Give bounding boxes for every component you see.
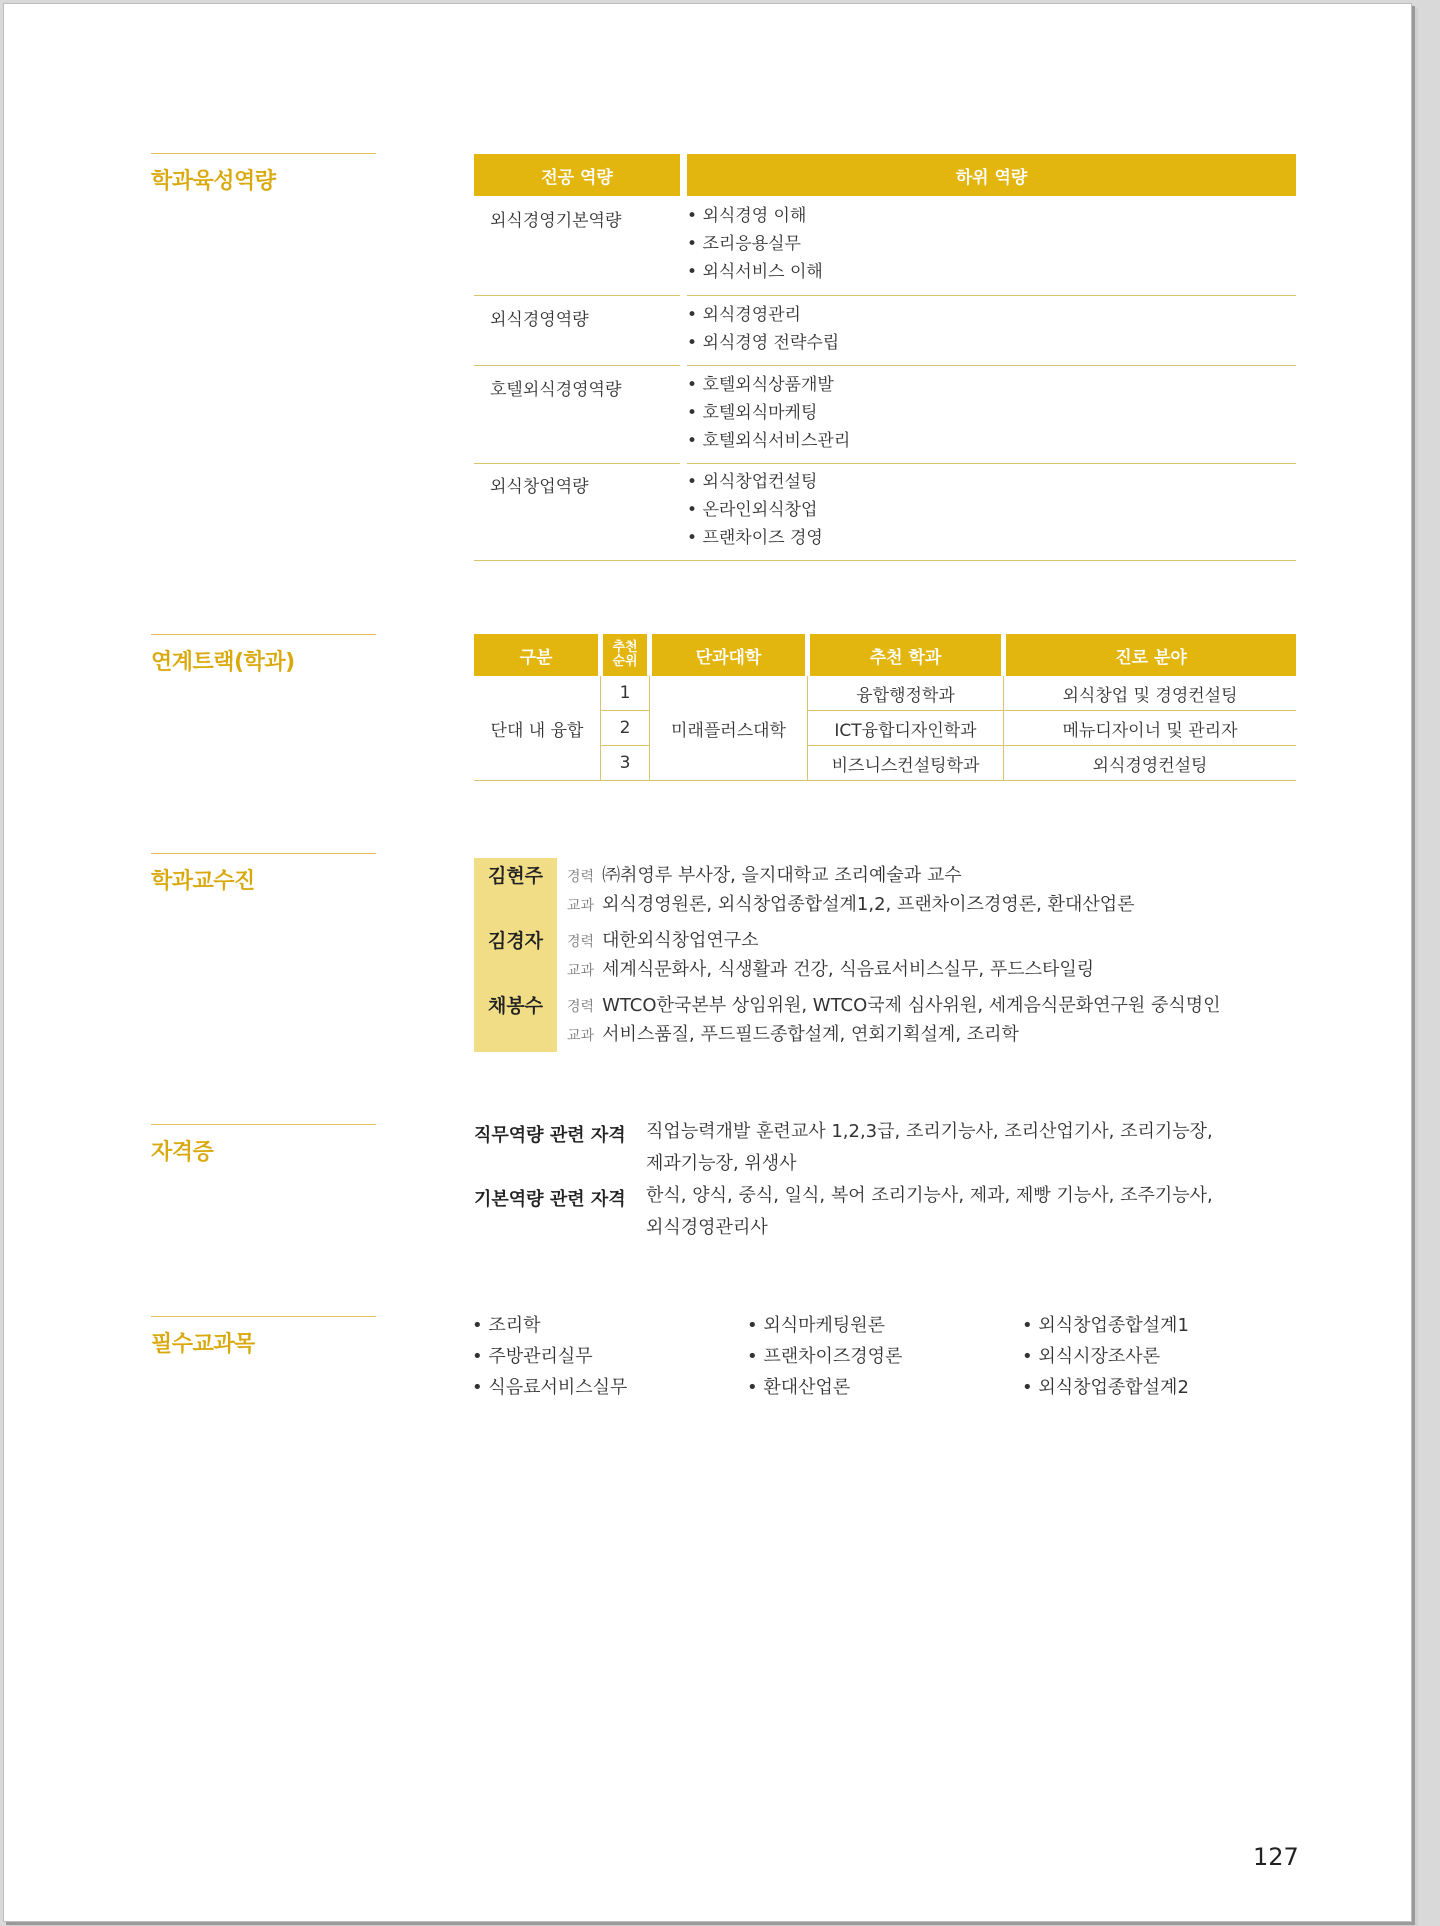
page-number: 127	[1253, 1843, 1299, 1871]
certificate-line: 제과기능장, 위생사	[646, 1153, 797, 1174]
track-college: 미래플러스대학	[671, 720, 786, 741]
track-table	[474, 634, 1296, 784]
courses-text: 외식경영원론, 외식창업종합설계1,2, 프랜차이즈경영론, 환대산업론	[602, 894, 1135, 915]
list-item: • 외식마케팅원론	[747, 1310, 902, 1341]
sub-competency-list	[687, 202, 823, 286]
career-cell: 메뉴디자이너 및 관리자	[1062, 720, 1238, 741]
header-recommended-dept: 추천 학과	[810, 634, 1001, 676]
dept-cell: ICT융합디자인학과	[834, 720, 977, 741]
list-item: • 외식경영 전략수립	[687, 329, 839, 357]
section-label-faculty: 학과교수진	[151, 853, 376, 895]
row-divider	[474, 560, 1296, 561]
list-item: • 프랜차이즈경영론	[747, 1341, 902, 1372]
major-competency: 외식창업역량	[490, 477, 589, 497]
dept-cell: 비즈니스컨설팅학과	[831, 755, 980, 776]
rank-cell: 3	[619, 753, 631, 773]
row-divider	[687, 295, 1296, 296]
career-text: 대한외식창업연구소	[602, 930, 759, 951]
faculty-name: 김현주	[487, 865, 544, 887]
row-divider	[474, 365, 680, 366]
list-item: • 프랜차이즈 경영	[687, 524, 823, 552]
list-item: • 호텔외식상품개발	[687, 371, 850, 399]
row-divider	[474, 780, 1296, 781]
section-label-track: 연계트랙(학과)	[151, 634, 376, 676]
career-cell: 외식경영컨설팅	[1092, 755, 1208, 776]
course-column	[1022, 1310, 1189, 1403]
courses-text: 서비스품질, 푸드필드종합설계, 연회기획설계, 조리학	[602, 1024, 1019, 1045]
career-text: ㈜취영루 부사장, 을지대학교 조리예술과 교수	[602, 865, 962, 886]
courses-text: 세계식문화사, 식생활과 건강, 식음료서비스실무, 푸드스타일링	[602, 959, 1095, 980]
list-item: • 환대산업론	[747, 1372, 902, 1403]
header-rank: 추천 순위	[603, 634, 647, 676]
course-column	[747, 1310, 902, 1403]
career-tag: 경력	[567, 999, 595, 1015]
list-item: • 외식시장조사론	[1022, 1341, 1189, 1372]
rank-cell: 1	[619, 683, 631, 703]
header-category: 구분	[474, 634, 598, 676]
career-cell: 외식창업 및 경영컨설팅	[1062, 685, 1238, 706]
list-item: • 외식창업종합설계1	[1022, 1310, 1189, 1341]
major-competency: 호텔외식경영역량	[490, 380, 622, 400]
career-tag: 경력	[567, 869, 595, 885]
competency-table	[474, 154, 1296, 564]
track-category: 단대 내 융합	[490, 720, 584, 741]
faculty-name: 김경자	[487, 930, 544, 952]
list-item: • 호텔외식서비스관리	[687, 427, 850, 455]
course-column	[472, 1310, 627, 1403]
course-tag: 교과	[567, 1028, 595, 1044]
certificate-line: 한식, 양식, 중식, 일식, 복어 조리기능사, 제과, 제빵 기능사, 조주기능사,	[646, 1185, 1213, 1206]
section-label-certificates: 자격증	[151, 1124, 376, 1166]
header-major-competency: 전공 역량	[474, 154, 680, 196]
career-text: WTCO한국본부 상임위원, WTCO국제 심사위원, 세계음식문화연구원 중식명인	[602, 995, 1221, 1016]
list-item: • 외식경영관리	[687, 301, 839, 329]
row-divider	[474, 295, 680, 296]
faculty-career	[567, 861, 962, 887]
list-item: • 조리응용실무	[687, 230, 823, 258]
list-item: • 외식창업컨설팅	[687, 468, 823, 496]
list-item: • 주방관리실무	[472, 1341, 627, 1372]
row-divider	[687, 463, 1296, 464]
major-competency: 외식경영기본역량	[490, 211, 622, 231]
section-label-competency: 학과육성역량	[151, 153, 376, 195]
faculty-name: 채봉수	[487, 995, 544, 1017]
header-sub-competency: 하위 역량	[687, 154, 1296, 196]
list-item: • 식음료서비스실무	[472, 1372, 627, 1403]
certificate-label: 기본역량 관련 자격	[474, 1189, 626, 1210]
faculty-career	[567, 991, 1221, 1017]
list-item: • 온라인외식창업	[687, 496, 823, 524]
row-divider	[474, 463, 680, 464]
rank-cell: 2	[619, 718, 631, 738]
course-tag: 교과	[567, 898, 595, 914]
row-divider	[687, 365, 1296, 366]
certificate-line: 외식경영관리사	[646, 1217, 768, 1238]
header-college: 단과대학	[652, 634, 805, 676]
header-career: 진로 분야	[1006, 634, 1296, 676]
certificate-label: 직무역량 관련 자격	[474, 1125, 626, 1146]
major-competency: 외식경영역량	[490, 310, 589, 330]
certificate-values	[646, 1180, 1276, 1244]
certificate-line: 직업능력개발 훈련교사 1,2,3급, 조리기능사, 조리산업기사, 조리기능장,	[646, 1121, 1213, 1142]
sub-competency-list	[687, 468, 823, 552]
dept-cell: 융합행정학과	[856, 685, 955, 706]
career-tag: 경력	[567, 934, 595, 950]
list-item: • 조리학	[472, 1310, 627, 1341]
list-item: • 외식창업종합설계2	[1022, 1372, 1189, 1403]
faculty-courses	[567, 955, 1094, 981]
course-tag: 교과	[567, 963, 595, 979]
section-label-required: 필수교과목	[151, 1316, 376, 1358]
sub-competency-list	[687, 371, 850, 455]
certificate-values	[646, 1116, 1276, 1180]
sub-competency-list	[687, 301, 839, 357]
list-item: • 외식서비스 이해	[687, 258, 823, 286]
faculty-courses	[567, 890, 1135, 916]
document-page	[3, 3, 1412, 1922]
faculty-courses	[567, 1020, 1019, 1046]
list-item: • 호텔외식마케팅	[687, 399, 850, 427]
list-item: • 외식경영 이해	[687, 202, 823, 230]
faculty-career	[567, 926, 759, 952]
